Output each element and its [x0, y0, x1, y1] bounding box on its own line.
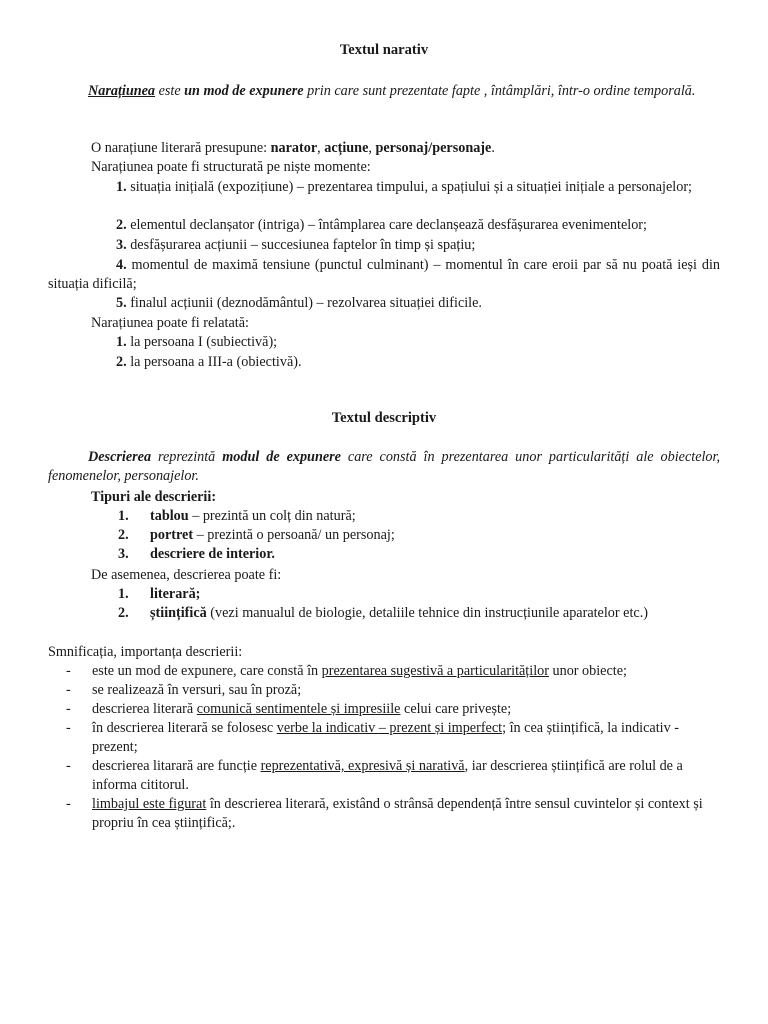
fel-rest: (vezi manualul de biologie, detaliile tehnice din instrucțiunile aparatelor etc.)	[206, 605, 648, 621]
descriptiv-asemenea: De asemenea, descrierea poate fi:	[91, 567, 282, 583]
moment-num: 5.	[116, 295, 127, 311]
fel-bold: literară;	[150, 586, 201, 602]
descriptiv-def-mid: reprezintă	[158, 449, 216, 465]
moment-num: 1.	[116, 179, 127, 195]
bullet-post: unor obiecte;	[548, 663, 627, 679]
bullet-pre: în descrierea literară se folosesc	[92, 720, 277, 736]
bullet-underlined: prezentarea sugestivă a particularităților	[321, 663, 549, 679]
tip-rest: – prezintă un colț din natură;	[188, 508, 356, 524]
bullet-mark: -	[66, 682, 71, 698]
bullet-post: în descrierea literară, existând o strânsă dependență între sensul cuvintelor și context și propriu în cea științifică;.	[92, 796, 703, 831]
presupune-personaj: personaj/personaje	[375, 140, 492, 156]
bullet-item	[92, 681, 704, 700]
descriptiv-def-term: Descrierea	[88, 449, 152, 465]
moment-text: momentul de maximă tensiune (punctul culminant) – momentul în care eroii par să nu poată ieși din situația dificilă;	[48, 257, 720, 292]
bullet-post: ; în cea științifică, la indicativ - prezent;	[92, 720, 679, 755]
tip-num: 1.	[118, 508, 129, 524]
persoana-item	[116, 353, 302, 372]
tipuri-title: Tipuri ale descrierii:	[91, 489, 217, 505]
bullet-pre: descrierea litarară are funcție	[92, 758, 261, 774]
descriptiv-def-rest: care constă în prezentarea unor particularități ale obiectelor, fenomenelor, personajelor.	[48, 449, 721, 484]
persoana-num: 1.	[116, 334, 127, 350]
fel-num: 1.	[118, 586, 129, 602]
tip-bold: descriere de interior.	[150, 546, 275, 562]
bullet-item	[92, 719, 704, 757]
moment-item	[116, 216, 647, 235]
bullet-item	[92, 757, 704, 795]
moment-num: 3.	[116, 237, 127, 253]
narativ-def-term: Narațiunea	[88, 83, 156, 99]
moment-item	[116, 294, 482, 313]
tip-item	[118, 507, 356, 526]
moment-text: finalul acțiunii (deznodământul) – rezolvarea situației dificile.	[130, 295, 482, 311]
bullet-pre: este un mod de expunere, care constă în	[92, 663, 322, 679]
tip-bold: tablou	[150, 508, 189, 524]
fel-bold: științifică	[150, 605, 207, 621]
bullet-mark: -	[66, 663, 71, 679]
fel-num: 2.	[118, 605, 129, 621]
moment-item	[48, 256, 720, 294]
moment-item	[48, 178, 720, 197]
narativ-title: Textul narativ	[339, 42, 429, 58]
bullet-item	[92, 795, 704, 833]
bullet-post: celui care privește;	[400, 701, 512, 717]
fel-item	[118, 585, 200, 604]
narativ-def-mid: este	[158, 83, 181, 99]
moment-text: desfășurarea acțiunii – succesiunea faptelor în timp și spațiu;	[130, 237, 476, 253]
presupune-actiune: acțiune	[324, 140, 369, 156]
bullet-mark: -	[66, 796, 71, 812]
bullet-mark: -	[66, 758, 71, 774]
semnificatia-heading: Smnificația, importanța descrierii:	[48, 644, 243, 660]
bullet-item	[92, 700, 704, 719]
bullet-mark: -	[66, 720, 71, 736]
bullet-post: , iar descrierea științifică are rolul de a informa cititorul.	[92, 758, 683, 793]
bullet-pre: se realizează în versuri, sau în proză;	[92, 682, 302, 698]
moment-num: 2.	[116, 217, 127, 233]
bullet-underlined: verbe la indicativ – prezent și imperfect	[276, 720, 503, 736]
bullet-underlined: comunică sentimentele și impresiile	[196, 701, 401, 717]
narativ-presupune: O narațiune literară presupune: narator, acțiune, personaj/personaje.	[91, 140, 495, 156]
bullet-underlined: limbajul este figurat	[92, 796, 207, 812]
bullet-underlined: reprezentativă, expresivă și narativă	[260, 758, 465, 774]
narativ-def-rest: prin care sunt prezentate fapte , întâmplări, într-o ordine temporală.	[307, 83, 696, 99]
narativ-structurata: Narațiunea poate fi structurată pe niște momente:	[91, 159, 371, 175]
bullet-pre: descrierea literară	[92, 701, 197, 717]
moment-item	[116, 236, 475, 255]
descriptiv-def-bold: modul de expunere	[222, 449, 341, 465]
tip-bold: portret	[150, 527, 194, 543]
descriptiv-title: Textul descriptiv	[331, 410, 437, 426]
moment-num: 4.	[116, 257, 127, 273]
descriptiv-definition	[48, 448, 720, 486]
fel-item	[118, 604, 648, 623]
persoana-item	[116, 333, 277, 352]
narativ-definition	[48, 82, 720, 101]
narativ-def-bold: un mod de expunere	[184, 83, 304, 99]
persoana-text: la persoana a III-a (obiectivă).	[130, 354, 302, 370]
tip-item	[118, 526, 395, 545]
presupune-prefix: O narațiune literară presupune:	[91, 140, 268, 156]
bullet-item	[92, 662, 704, 681]
tip-num: 3.	[118, 546, 129, 562]
moment-text: situația inițială (expozițiune) – prezentarea timpului, a spațiului și a situației inițiale a personajelor;	[130, 179, 692, 195]
presupune-narator: narator	[270, 140, 318, 156]
tip-rest: – prezintă o persoană/ un personaj;	[193, 527, 395, 543]
moment-text: elementul declanșator (intriga) – întâmplarea care declanșează desfășurarea evenimentelor;	[130, 217, 647, 233]
bullet-mark: -	[66, 701, 71, 717]
persoana-num: 2.	[116, 354, 127, 370]
narativ-relatata: Narațiunea poate fi relatată:	[91, 315, 249, 331]
tip-num: 2.	[118, 527, 129, 543]
tip-item	[118, 545, 275, 564]
persoana-text: la persoana I (subiectivă);	[130, 334, 278, 350]
